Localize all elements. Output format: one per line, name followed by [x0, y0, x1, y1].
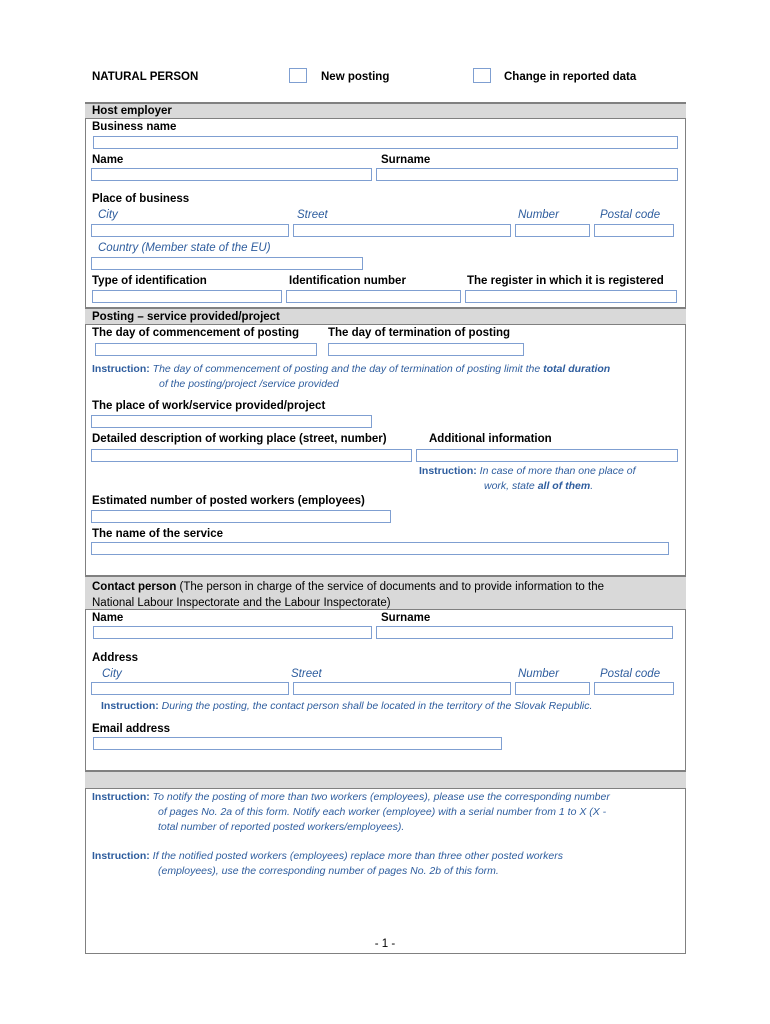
termination-field[interactable]	[328, 343, 524, 356]
type-id-field[interactable]	[92, 290, 282, 303]
footer-instruction-2-line2: (employees), use the corresponding number of pages No. 2b of this form.	[158, 865, 499, 877]
service-name-label: The name of the service	[92, 528, 224, 540]
host-employer-band	[85, 102, 686, 119]
email-label: Email address	[92, 723, 170, 735]
business-city-label: City	[98, 209, 118, 221]
commencement-label: The day of commencement of posting	[92, 327, 300, 339]
contact-name-label: Name	[92, 612, 124, 624]
address-postal-field[interactable]	[594, 682, 674, 695]
detailed-desc-field[interactable]	[91, 449, 412, 462]
contact-surname-field[interactable]	[376, 626, 673, 639]
footer-instruction-1-line1: To notify the posting of more than two workers (employees), please use the corresponding number	[152, 791, 610, 803]
additional-instruction-tag: Instruction:	[419, 465, 477, 477]
host-name-label: Name	[92, 154, 124, 166]
address-label: Address	[92, 652, 139, 664]
change-data-checkbox[interactable]	[473, 68, 491, 83]
address-number-label: Number	[518, 668, 559, 680]
new-posting-checkbox[interactable]	[289, 68, 307, 83]
contact-title-rest: (The person in charge of the service of documents and to provide information to the	[179, 581, 605, 593]
business-street-field[interactable]	[293, 224, 511, 237]
additional-instruction-pre: work, state	[484, 480, 535, 492]
new-posting-label: New posting	[321, 71, 390, 83]
contact-title-line2: National Labour Inspectorate and the Labour Inspectorate)	[92, 597, 391, 609]
type-id-label: Type of identification	[92, 275, 207, 287]
contact-surname-label: Surname	[381, 612, 431, 624]
business-number-label: Number	[518, 209, 559, 221]
additional-instruction-line1: In case of more than one place of	[479, 465, 636, 477]
host-surname-field[interactable]	[376, 168, 678, 181]
address-city-label: City	[102, 668, 122, 680]
place-of-work-field[interactable]	[91, 415, 372, 428]
contact-band	[85, 575, 686, 610]
business-postal-field[interactable]	[594, 224, 674, 237]
business-city-field[interactable]	[91, 224, 289, 237]
footer-instruction-2	[92, 849, 682, 879]
email-field[interactable]	[93, 737, 502, 750]
commencement-field[interactable]	[95, 343, 317, 356]
contact-instruction-tag: Instruction:	[101, 700, 159, 712]
additional-instruction	[419, 464, 681, 494]
person-type-label: NATURAL PERSON	[92, 71, 199, 83]
address-street-field[interactable]	[293, 682, 511, 695]
posting-instruction-bold: total duration	[543, 363, 611, 375]
place-of-work-label: The place of work/service provided/project	[92, 400, 326, 412]
termination-label: The day of termination of posting	[328, 327, 511, 339]
contact-title: Contact person	[92, 581, 177, 593]
host-name-field[interactable]	[91, 168, 372, 181]
footer-instruction-1-line3: total number of reported posted workers/employees).	[158, 821, 405, 833]
page-number: - 1 -	[374, 938, 396, 950]
footer-instruction-1-line2: of pages No. 2a of this form. Notify each worker (employee) with a serial number from 1 to X (X -	[158, 806, 607, 818]
empty-band	[85, 770, 686, 789]
business-postal-label: Postal code	[600, 209, 661, 221]
register-field[interactable]	[465, 290, 677, 303]
posting-band	[85, 307, 686, 325]
contact-name-field[interactable]	[93, 626, 372, 639]
business-street-label: Street	[297, 209, 328, 221]
posting-instruction-line1: The day of commencement of posting and the day of termination of posting limit the	[152, 363, 541, 375]
posting-instruction-tag: Instruction:	[92, 363, 150, 375]
host-surname-label: Surname	[381, 154, 431, 166]
additional-info-label: Additional information	[429, 433, 552, 445]
footer-instruction-1-tag: Instruction:	[92, 791, 150, 803]
id-number-field[interactable]	[286, 290, 461, 303]
detailed-desc-label: Detailed description of working place (street, number)	[92, 433, 387, 445]
footer-instruction-2-tag: Instruction:	[92, 850, 150, 862]
posting-instruction	[92, 362, 682, 392]
contact-instruction	[101, 699, 592, 714]
address-city-field[interactable]	[91, 682, 289, 695]
address-street-label: Street	[291, 668, 322, 680]
register-label: The register in which it is registered	[467, 275, 664, 287]
country-field[interactable]	[91, 257, 363, 270]
posting-title: Posting – service provided/project	[92, 311, 280, 323]
posting-instruction-line2: of the posting/project /service provided	[159, 378, 339, 390]
host-employer-title: Host employer	[92, 105, 172, 117]
additional-info-field[interactable]	[416, 449, 678, 462]
footer-instruction-1	[92, 790, 682, 835]
business-name-label: Business name	[92, 121, 177, 133]
business-number-field[interactable]	[515, 224, 590, 237]
business-name-field[interactable]	[93, 136, 678, 149]
contact-instruction-end: .	[589, 700, 593, 712]
service-name-field[interactable]	[91, 542, 669, 555]
address-number-field[interactable]	[515, 682, 590, 695]
footer-instruction-2-line1: If the notified posted workers (employees) replace more than three other posted workers	[152, 850, 563, 862]
change-data-label: Change in reported data	[504, 71, 637, 83]
id-number-label: Identification number	[289, 275, 406, 287]
estimated-workers-field[interactable]	[91, 510, 391, 523]
additional-instruction-bold: all of them	[537, 480, 591, 492]
additional-instruction-post: .	[590, 480, 594, 492]
contact-instruction-text: During the posting, the contact person shall be located in the territory of the Slovak Republic	[161, 700, 590, 712]
estimated-workers-label: Estimated number of posted workers (employees)	[92, 495, 365, 507]
address-postal-label: Postal code	[600, 668, 661, 680]
place-of-business-label: Place of business	[92, 193, 190, 205]
country-label: Country (Member state of the EU)	[98, 242, 271, 254]
